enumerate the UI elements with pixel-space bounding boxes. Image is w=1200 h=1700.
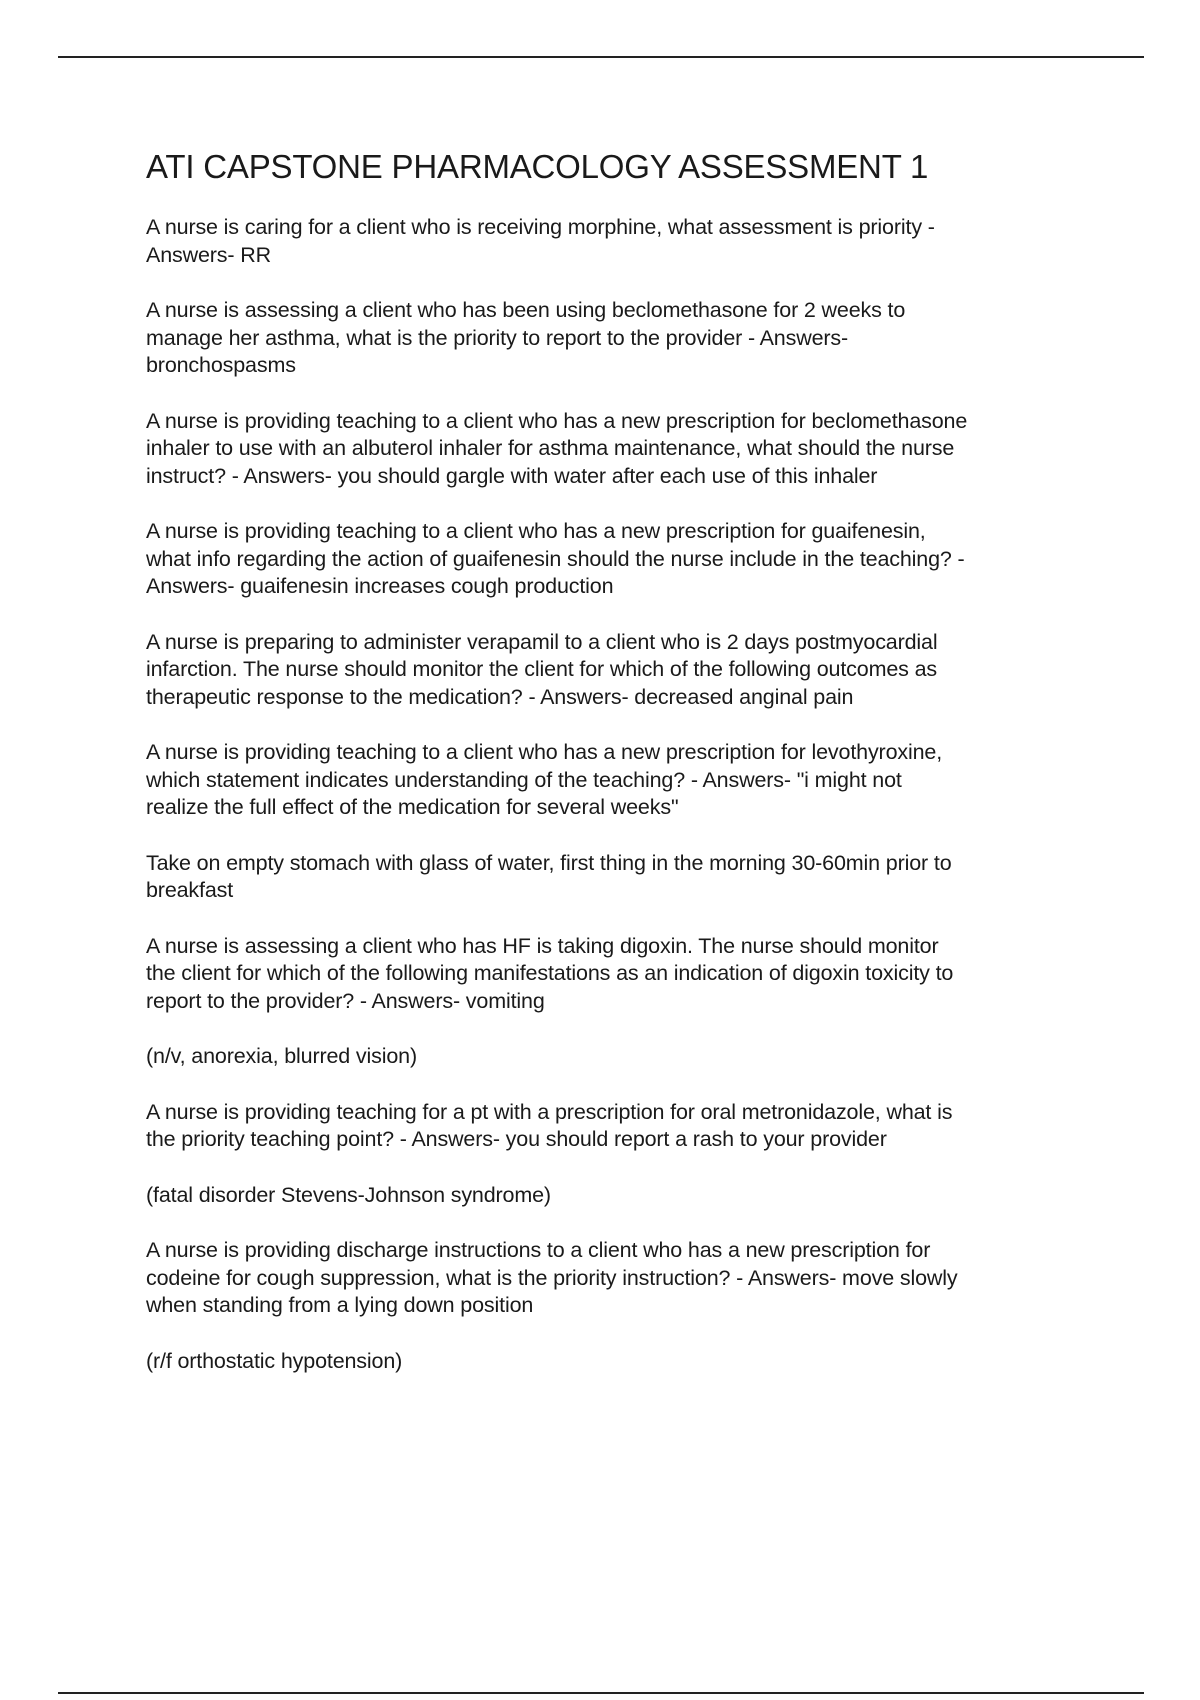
document-title: ATI CAPSTONE PHARMACOLOGY ASSESSMENT 1: [146, 148, 929, 185]
top-rule: [58, 56, 1144, 58]
question-paragraph: A nurse is assessing a client who has HF is taking digoxin. The nurse should monitor the client for which of the following manifestations as an indication of digoxin toxicity to report to the provider? - Answers- vomiting: [146, 933, 954, 1013]
note-paragraph: (n/v, anorexia, blurred vision): [146, 1044, 417, 1068]
question-paragraph: A nurse is providing discharge instructions to a client who has a new prescription for codeine for cough suppression, what is the priority instruction? - Answers- move slowly when standing from a lying down position: [146, 1238, 958, 1317]
note-paragraph: Take on empty stomach with glass of water, first thing in the morning 30-60min prior to breakfast: [146, 850, 952, 902]
bottom-rule: [58, 1692, 1144, 1694]
question-paragraph: A nurse is assessing a client who has been using beclomethasone for 2 weeks to manage her asthma, what is the priority to report to the provider - Answers- bronchospasms: [146, 298, 906, 377]
question-paragraph: A nurse is preparing to administer verapamil to a client who is 2 days postmyocardial infarction. The nurse should monitor the client for which of the following outcomes as therapeutic response to the medication? - Answers- decreased anginal pain: [146, 629, 938, 709]
note-paragraph: (fatal disorder Stevens-Johnson syndrome): [146, 1182, 551, 1207]
question-paragraph: A nurse is providing teaching to a client who has a new prescription for beclomethasone inhaler to use with an albuterol inhaler for asthma maintenance, what should the nurse instruct? - Answers- you should gargle with water after each use of this inhaler: [146, 408, 968, 488]
question-paragraph: A nurse is caring for a client who is receiving morphine, what assessment is priority - Answers- RR: [146, 215, 935, 267]
question-paragraph: A nurse is providing teaching to a client who has a new prescription for levothyroxine, which statement indicates understanding of the teaching? - Answers- "i might not realize the full effect of the medication for several weeks": [146, 740, 943, 819]
question-paragraph: A nurse is providing teaching to a client who has a new prescription for guaifenesin, what info regarding the action of guaifenesin should the nurse include in the teaching? - Answers- guaifenesin increases cough production: [146, 519, 965, 598]
document-body: [146, 146, 1092, 1403]
question-paragraph: A nurse is providing teaching for a pt with a prescription for oral metronidazole, what is the priority teaching point? - Answers- you should report a rash to your provider: [146, 1099, 953, 1151]
note-paragraph: (r/f orthostatic hypotension): [146, 1348, 403, 1373]
